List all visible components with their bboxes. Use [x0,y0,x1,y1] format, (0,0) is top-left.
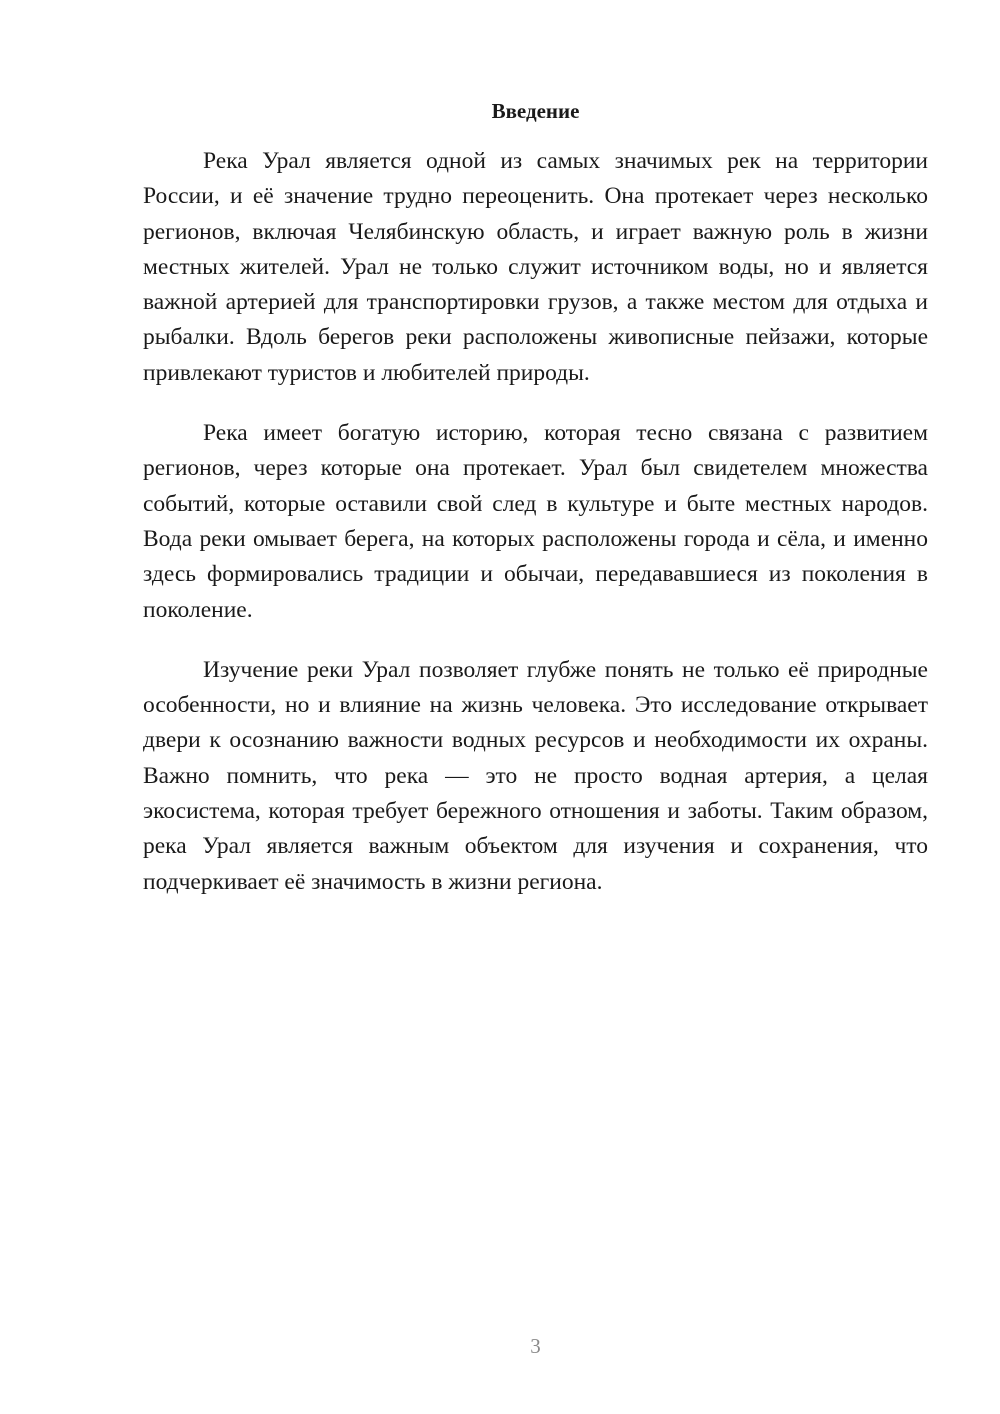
body-text [143,144,928,925]
paragraph-3: Изучение реки Урал позволяет глубже понять не только её природные особенности, но и влияние на жизнь человека. Это исследование открывает двери к осознанию важности водных ресурсов и необходимости их охраны. Важно помнить, что река — это не просто водная артерия, а целая экосистема, которая требует бережного отношения и заботы. Таким образом, река Урал является важным объектом для изучения и сохранения, что подчеркивает её значимость в жизни региона. [143,656,928,895]
page-number: 3 [530,1334,541,1358]
section-heading: Введение [491,99,580,123]
paragraph-1: Река Урал является одной из самых значимых рек на территории России, и её значение трудно переоценить. Она протекает через несколько регионов, включая Челябинскую область, и играет важную роль в жизни местных жителей. Урал не только служит источником воды, но и является важной артерией для транспортировки грузов, а также местом для отдыха и рыбалки. Вдоль берегов реки расположены живописные пейзажи, которые привлекают туристов и любителей природы. [143,148,928,386]
paragraph-2: Река имеет богатую историю, которая тесно связана с развитием регионов, через которые она протекает. Урал был свидетелем множества событий, которые оставили свой след в культуре и быте местных народов. Вода реки омывает берега, на которых расположены города и сёла, и именно здесь формировались традиции и обычаи, передававшиеся из поколения в поколение. [143,420,928,623]
